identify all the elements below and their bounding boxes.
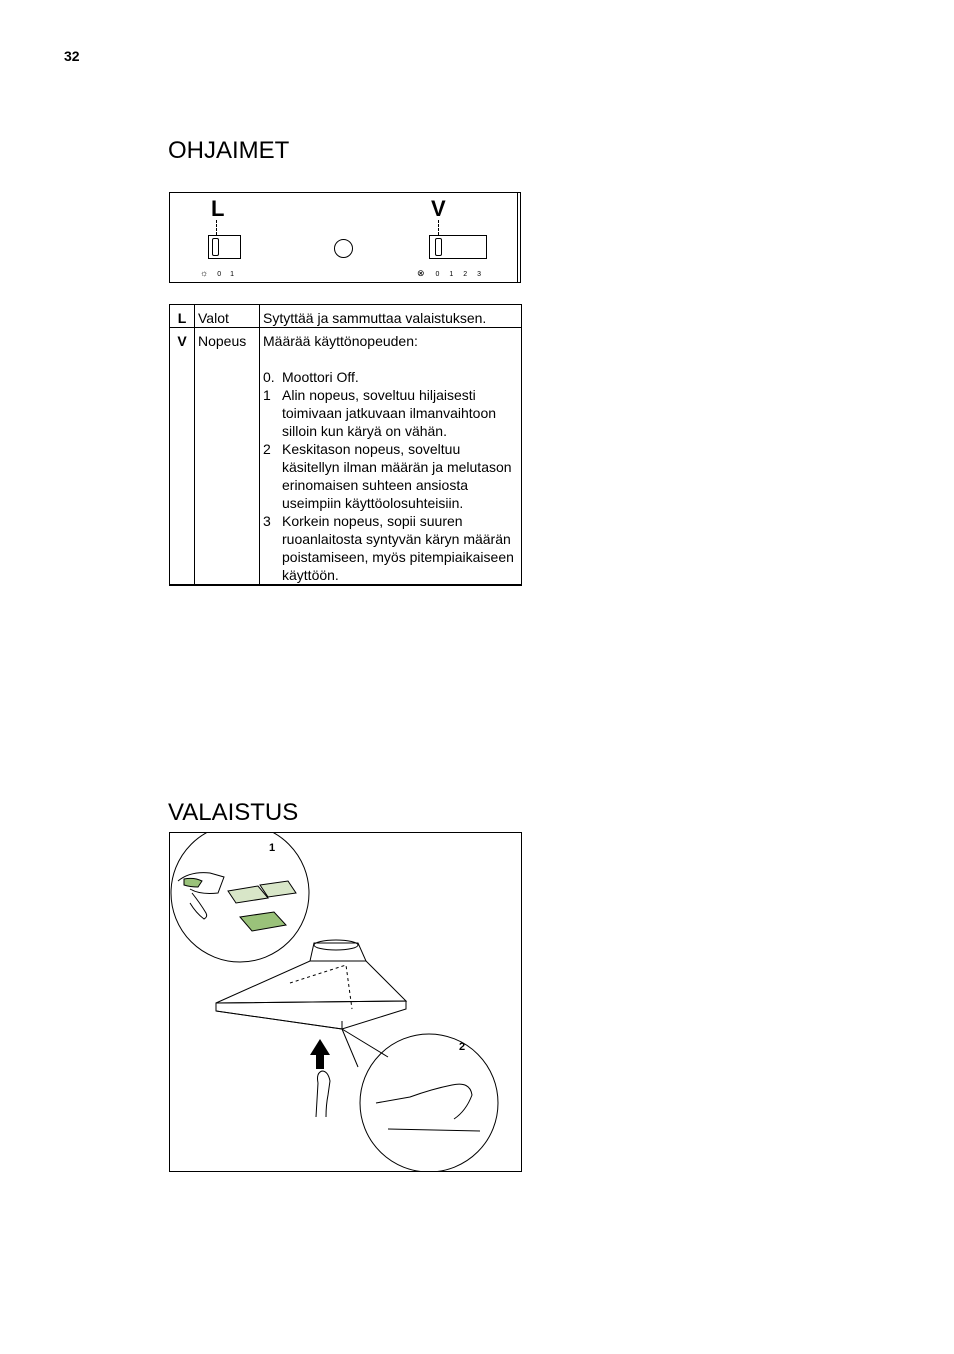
light-scale (200, 268, 234, 278)
row-description-cell (260, 328, 522, 586)
leader-line (342, 1029, 388, 1067)
speed-switch (429, 235, 487, 259)
speed-scale-3: 3 (477, 271, 481, 278)
speed-scale-2: 2 (463, 271, 468, 278)
light-switch-knob (212, 238, 219, 256)
hood-underside (388, 1129, 480, 1131)
speed-switch-knob (435, 238, 442, 256)
list-item (263, 368, 518, 386)
list-item (263, 386, 518, 440)
table-row (170, 328, 522, 586)
list-item-number: 3 (263, 513, 271, 529)
grease-filter-small (184, 878, 202, 887)
list-item (263, 440, 518, 512)
light-switch-leader (216, 220, 217, 235)
list-item-text: Moottori Off. (282, 369, 359, 385)
list-item-text: Alin nopeus, soveltuu hiljaisesti toimivaan jatkuvaan ilmanvaihtoon silloin kun käryä on vähän. (282, 387, 497, 439)
speed-switch-leader (438, 220, 439, 235)
bulb-and-hand (376, 1084, 472, 1119)
list-item-number: 2 (263, 441, 271, 457)
list-item-text: Korkein nopeus, sopii suuren ruoanlaitosta syntyvän käryn määrän poistamiseen, myös pitempiaikaiseen käyttöön. (282, 513, 514, 583)
page-number: 32 (64, 48, 80, 64)
lighting-illustration (170, 833, 521, 1171)
filter-panel-removed (240, 912, 286, 931)
speed-scale (417, 268, 481, 279)
table-row (170, 305, 522, 328)
row-description: Määrää käyttönopeuden: (263, 333, 418, 349)
control-panel-edge (517, 192, 521, 283)
row-name: Nopeus (195, 328, 260, 586)
list-item (263, 512, 518, 584)
light-scale-1: 1 (230, 271, 234, 278)
speed-scale-0: 0 (435, 271, 440, 278)
row-key: V (170, 328, 195, 586)
list-item-text: Keskitason nopeus, soveltuu käsitellyn ilman määrän ja melutason erinomaisen suhteen ansiosta useimpiin käyttöolosuhteisiin. (282, 441, 512, 511)
lamp-icon: ☼ (200, 268, 209, 278)
fan-icon: ⊗ (417, 268, 425, 278)
row-description: Sytyttää ja sammuttaa valaistuksen. (260, 305, 522, 328)
list-item-number: 0. (263, 369, 275, 385)
hand-icon (316, 1071, 330, 1117)
step-label-2: 2 (459, 1041, 466, 1053)
hood-edge (216, 1011, 342, 1029)
row-name: Valot (195, 305, 260, 328)
speed-scale-1: 1 (449, 271, 454, 278)
round-button (334, 239, 353, 258)
arrow-up-icon (310, 1039, 330, 1069)
lighting-figure (169, 832, 522, 1172)
hood-outlet (314, 940, 358, 950)
speed-list (263, 368, 518, 584)
controls-table (169, 304, 522, 586)
list-item-number: 1 (263, 387, 271, 403)
speed-switch-letter: V (431, 196, 446, 221)
hand-icon (190, 893, 207, 919)
section-heading-controls: OHJAIMET (168, 137, 290, 164)
section-heading-lighting: VALAISTUS (168, 799, 299, 826)
light-switch (208, 235, 241, 259)
row-key: L (170, 305, 195, 328)
light-scale-0: 0 (217, 271, 222, 278)
step-label-1: 1 (269, 842, 276, 854)
hood-canopy (216, 961, 406, 1003)
light-switch-letter: L (211, 196, 225, 221)
